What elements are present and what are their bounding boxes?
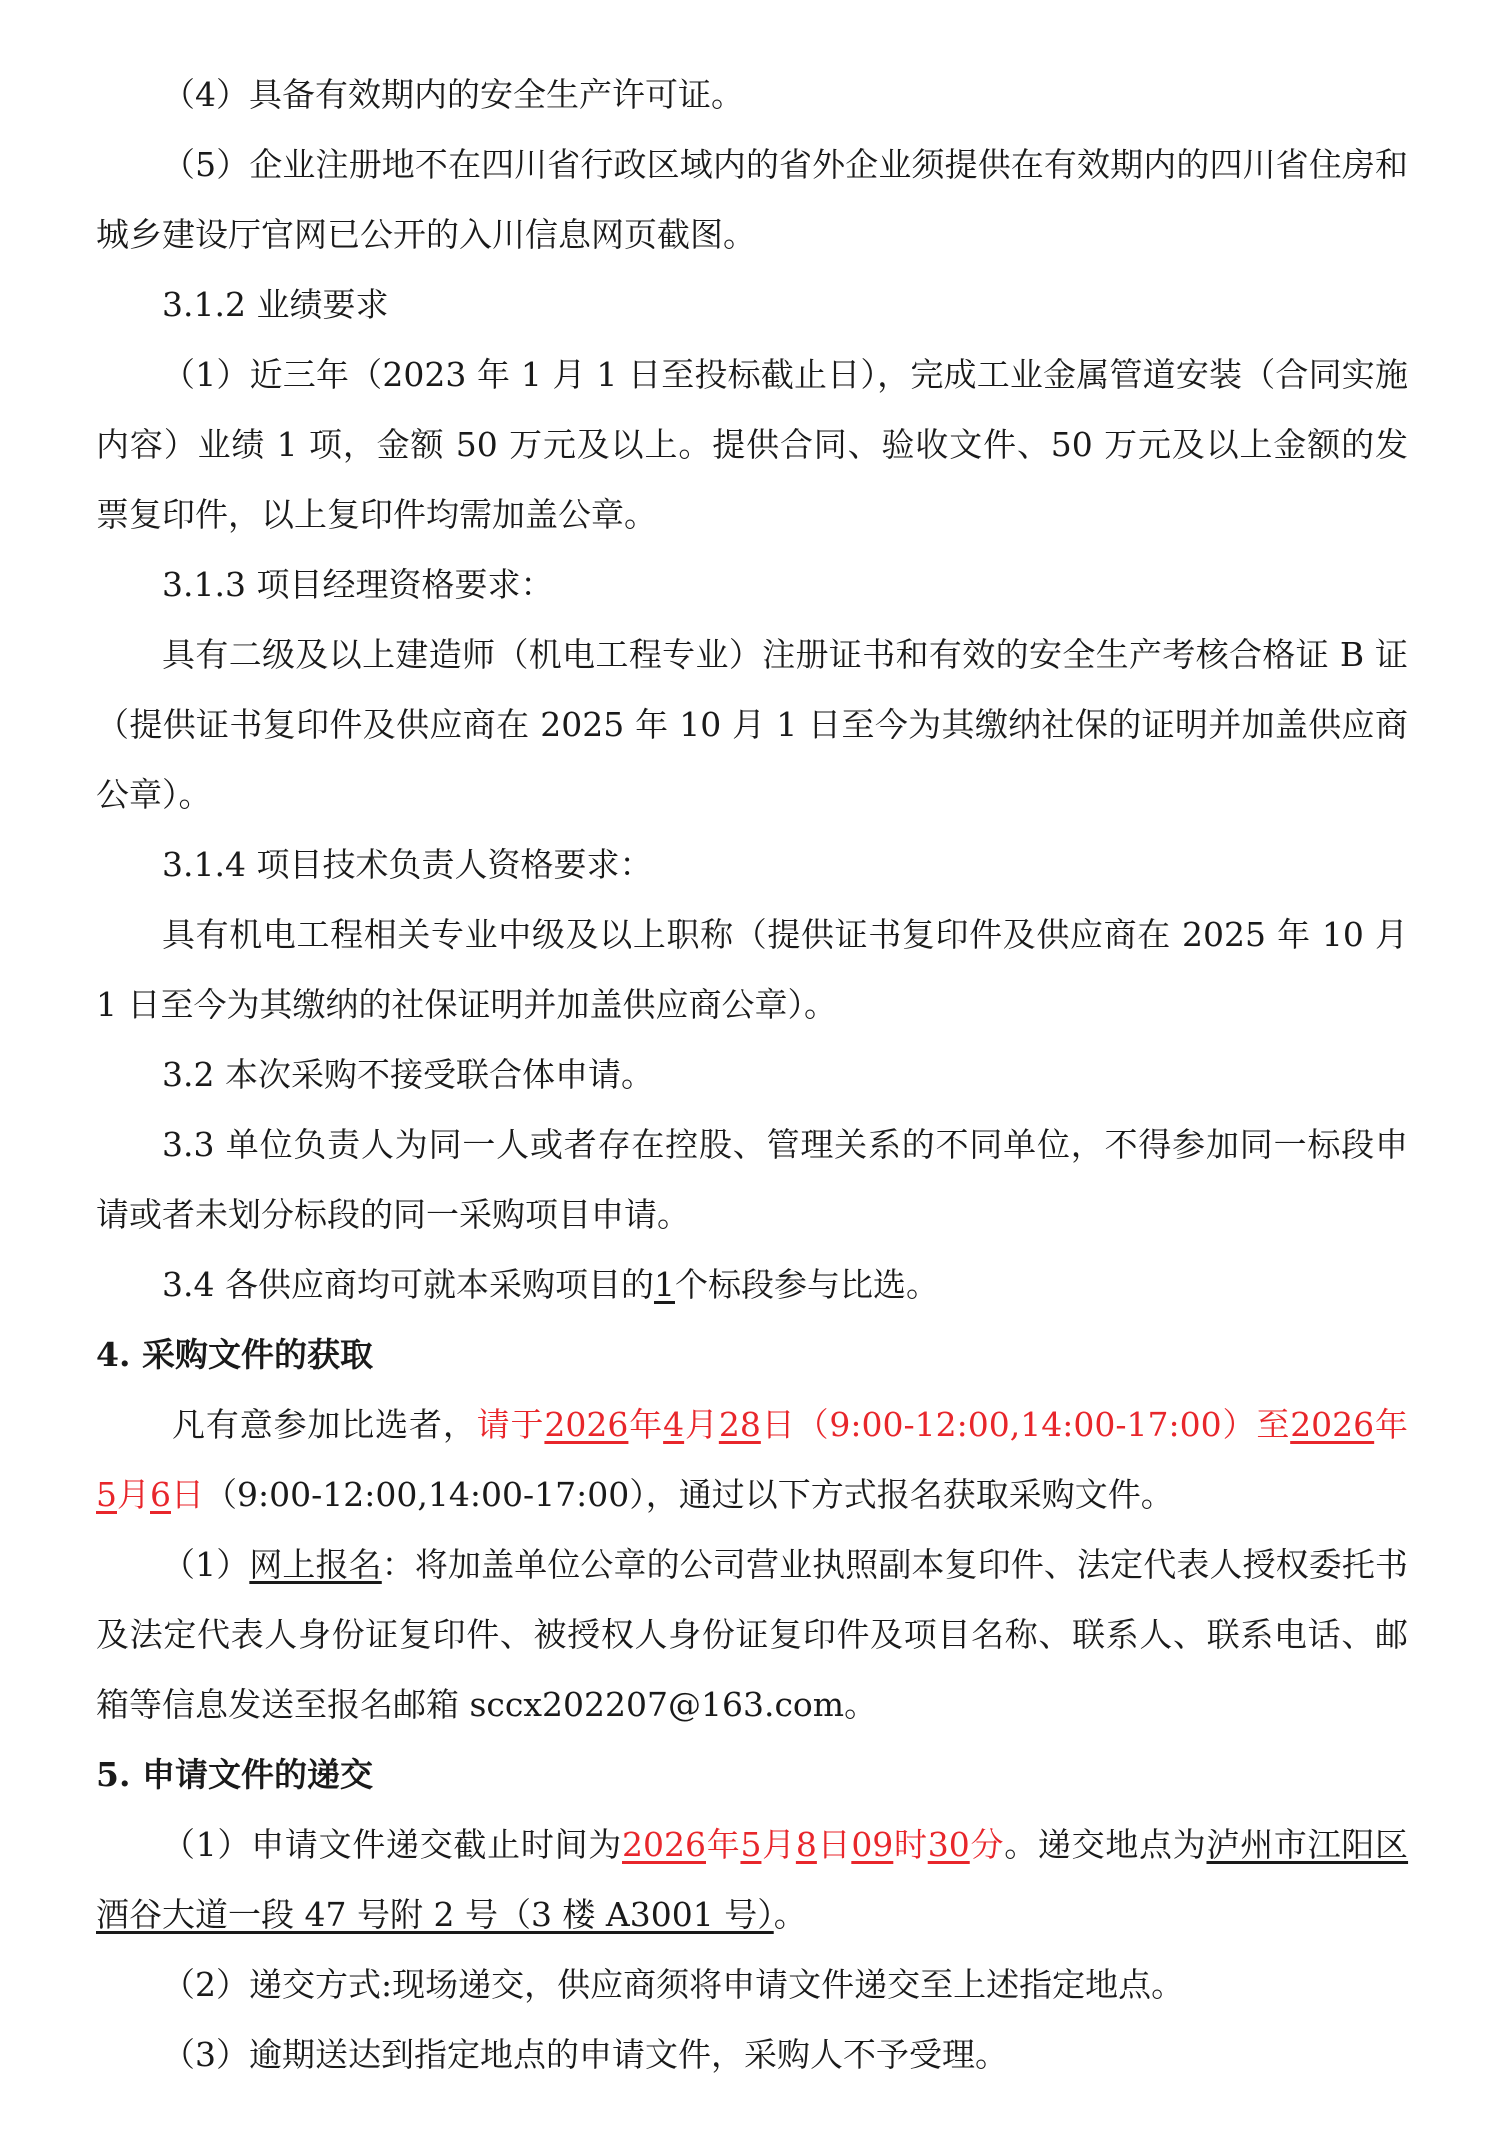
section-3-1-2-heading: 3.1.2 业绩要求 — [162, 285, 389, 324]
technical-lead-requirement: 具有机电工程相关专业中级及以上职称（提供证书复印件及供应商在 2025 年 10 月 1 日至今为其缴纳的社保证明并加盖供应商公章）。 — [96, 915, 1408, 1024]
online-registration-label: 网上报名 — [249, 1545, 382, 1584]
deadline-month: 5 — [740, 1825, 762, 1864]
online-registration: （1）网上报名：将加盖单位公章的公司营业执照副本复印件、法定代表人授权委托书及法定代表人身份证复印件、被授权人身份证复印件及项目名称、联系人、联系电话、邮箱等信息发送至报名邮箱 sccx202207@163.com。 — [96, 1545, 1409, 1724]
end-day: 6 — [150, 1475, 171, 1514]
submission-address: 泸州市江阳区酒谷大道一段 47 号附 2 号（3 楼 A3001 号） — [96, 1825, 1409, 1934]
performance-requirement: （1）近三年（2023 年 1 月 1 日至投标截止日），完成工业金属管道安装（合同实施内容）业绩 1 项，金额 50 万元及以上。提供合同、验收文件、50 万元及以上金额的发票复印件，以上复印件均需加盖公章。 — [96, 355, 1408, 534]
end-year: 2026 — [1290, 1405, 1375, 1444]
section-5-heading: 5. 申请文件的递交 — [96, 1755, 373, 1794]
lot-count: 1 — [653, 1265, 675, 1304]
start-year: 2026 — [544, 1405, 629, 1444]
clause-5-out-of-province: （5）企业注册地不在四川省行政区域内的省外企业须提供在有效期内的四川省住房和城乡建设厅官网已公开的入川信息网页截图。 — [96, 145, 1408, 254]
late-submission-rule: （3）逾期送达到指定地点的申请文件，采购人不予受理。 — [162, 2035, 1008, 2074]
start-month: 4 — [663, 1405, 685, 1444]
clause-3-2: 3.2 本次采购不接受联合体申请。 — [162, 1055, 654, 1094]
section-3-1-4-heading: 3.1.4 项目技术负责人资格要求： — [162, 845, 653, 884]
clause-3-4: 3.4 各供应商均可就本采购项目的1个标段参与比选。 — [162, 1265, 939, 1304]
submission-deadline: （1）申请文件递交截止时间为2026年5月8日09时30分。递交地点为泸州市江阳区酒谷大道一段 47 号附 2 号（3 楼 A3001 号）。 — [96, 1825, 1409, 1934]
clause-3-3: 3.3 单位负责人为同一人或者存在控股、管理关系的不同单位，不得参加同一标段申请或者未划分标段的同一采购项目申请。 — [96, 1125, 1408, 1234]
section-3-1-3-heading: 3.1.3 项目经理资格要求： — [162, 565, 554, 604]
submission-method: （2）递交方式:现场递交，供应商须将申请文件递交至上述指定地点。 — [162, 1965, 1185, 2004]
clause-4-safety-license: （4）具备有效期内的安全生产许可证。 — [162, 75, 744, 114]
deadline-hour: 09 — [851, 1825, 894, 1864]
project-manager-requirement: 具有二级及以上建造师（机电工程专业）注册证书和有效的安全生产考核合格证 B 证（提供证书复印件及供应商在 2025 年 10 月 1 日至今为其缴纳社保的证明并加盖供应商公章）。 — [96, 635, 1408, 814]
start-day: 28 — [718, 1405, 761, 1444]
section-4-heading: 4. 采购文件的获取 — [96, 1335, 373, 1374]
document-acquisition-period: 凡有意参加比选者，请于2026年4月28日（9:00-12:00,14:00-17:00）至2026年5月6日（9:00-12:00,14:00-17:00），通过以下方式报名获取采购文件。 — [96, 1405, 1409, 1514]
end-month: 5 — [96, 1475, 117, 1514]
deadline-year: 2026 — [622, 1825, 706, 1864]
deadline-day: 8 — [795, 1825, 817, 1864]
deadline-minute: 30 — [927, 1825, 970, 1864]
